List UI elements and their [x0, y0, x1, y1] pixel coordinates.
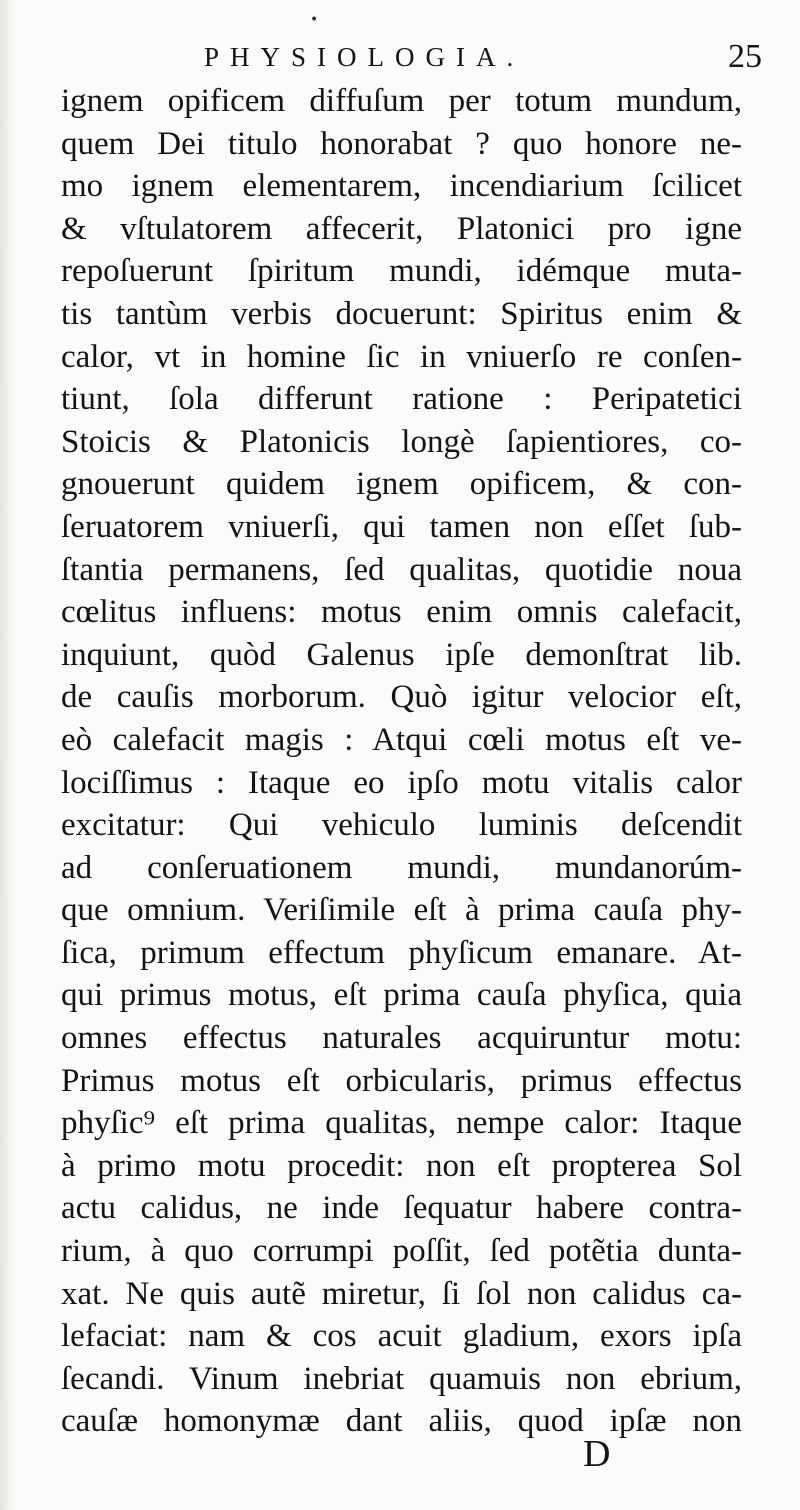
body-text — [61, 80, 742, 1443]
text-line: inquiunt, quòd Galenus ipſe demonſtrat lib. — [61, 636, 742, 673]
text-line: eò calefacit magis : Atqui cœli motus eſt ve- — [61, 721, 742, 758]
text-line: ad conſeruationem mundi, mundanorúm- — [61, 849, 742, 886]
text-line: ignem opificem diffuſum per totum mundum, — [61, 83, 742, 119]
text-line: de cauſis morborum. Quò igitur velocior eſt, — [61, 679, 742, 716]
text-line: gnouerunt quidem ignem opificem, & con- — [61, 466, 742, 503]
text-line: phyſic⁹ eſt prima qualitas, nempe calor: Itaque — [61, 1105, 742, 1142]
text-line: & vſtulatorem affecerit, Platonici pro igne — [61, 210, 742, 247]
page-gutter-shadow — [0, 0, 16, 1510]
text-line: mo ignem elementarem, incendiarium ſcilicet — [61, 168, 742, 205]
text-line: ſecandi. Vinum inebriat quamuis non ebrium, — [61, 1360, 742, 1397]
running-head: PHYSIOLOGIA. — [204, 42, 525, 72]
text-line: à primo motu procedit: non eſt propterea Sol — [61, 1147, 742, 1184]
top-mark: • — [310, 12, 319, 28]
text-line: cauſæ homonymæ dant aliis, quod ipſæ non — [61, 1403, 742, 1440]
text-line: rium, à quo corrumpi poſſit, ſed potẽtia dunta- — [61, 1233, 742, 1270]
text-line: actu calidus, ne inde ſequatur habere contra- — [61, 1190, 742, 1227]
text-line: que omnium. Veriſimile eſt à prima cauſa phy- — [61, 892, 742, 929]
text-line: tiunt, ſola differunt ratione : Peripatetici — [61, 381, 742, 418]
text-line: cœlitus influens: motus enim omnis calefacit, — [61, 594, 742, 631]
text-line: qui primus motus, eſt prima cauſa phyſica, quia — [61, 977, 742, 1014]
page-number: 25 — [728, 38, 762, 75]
text-line: ſica, primum effectum phyſicum emanare. At- — [61, 934, 742, 971]
text-line: quem Dei titulo honorabat ? quo honore ne- — [61, 125, 742, 162]
text-line: excitatur: Qui vehiculo luminis deſcendit — [61, 807, 742, 844]
text-line: ſeruatorem vniuerſi, qui tamen non eſſet ſub- — [61, 508, 742, 545]
text-line: omnes effectus naturales acquiruntur motu: — [61, 1020, 742, 1057]
text-line: ſtantia permanens, ſed qualitas, quotidie noua — [61, 551, 742, 588]
text-line: repoſuerunt ſpiritum mundi, idémque muta- — [61, 253, 742, 290]
text-line: xat. Ne quis autẽ miretur, ſi ſol non calidus ca- — [61, 1275, 742, 1312]
text-line: Stoicis & Platonicis longè ſapientiores, co- — [61, 423, 742, 460]
text-line: tis tantùm verbis docuerunt: Spiritus enim & — [61, 295, 742, 332]
signature-mark: D — [583, 1433, 611, 1475]
text-line: Primus motus eſt orbicularis, primus effectus — [61, 1062, 742, 1099]
text-line: calor, vt in homine ſic in vniuerſo re conſen- — [61, 338, 742, 375]
text-line: lefaciat: nam & cos acuit gladium, exors ipſa — [61, 1318, 742, 1355]
text-line: lociſſimus : Itaque eo ipſo motu vitalis calor — [61, 764, 742, 801]
